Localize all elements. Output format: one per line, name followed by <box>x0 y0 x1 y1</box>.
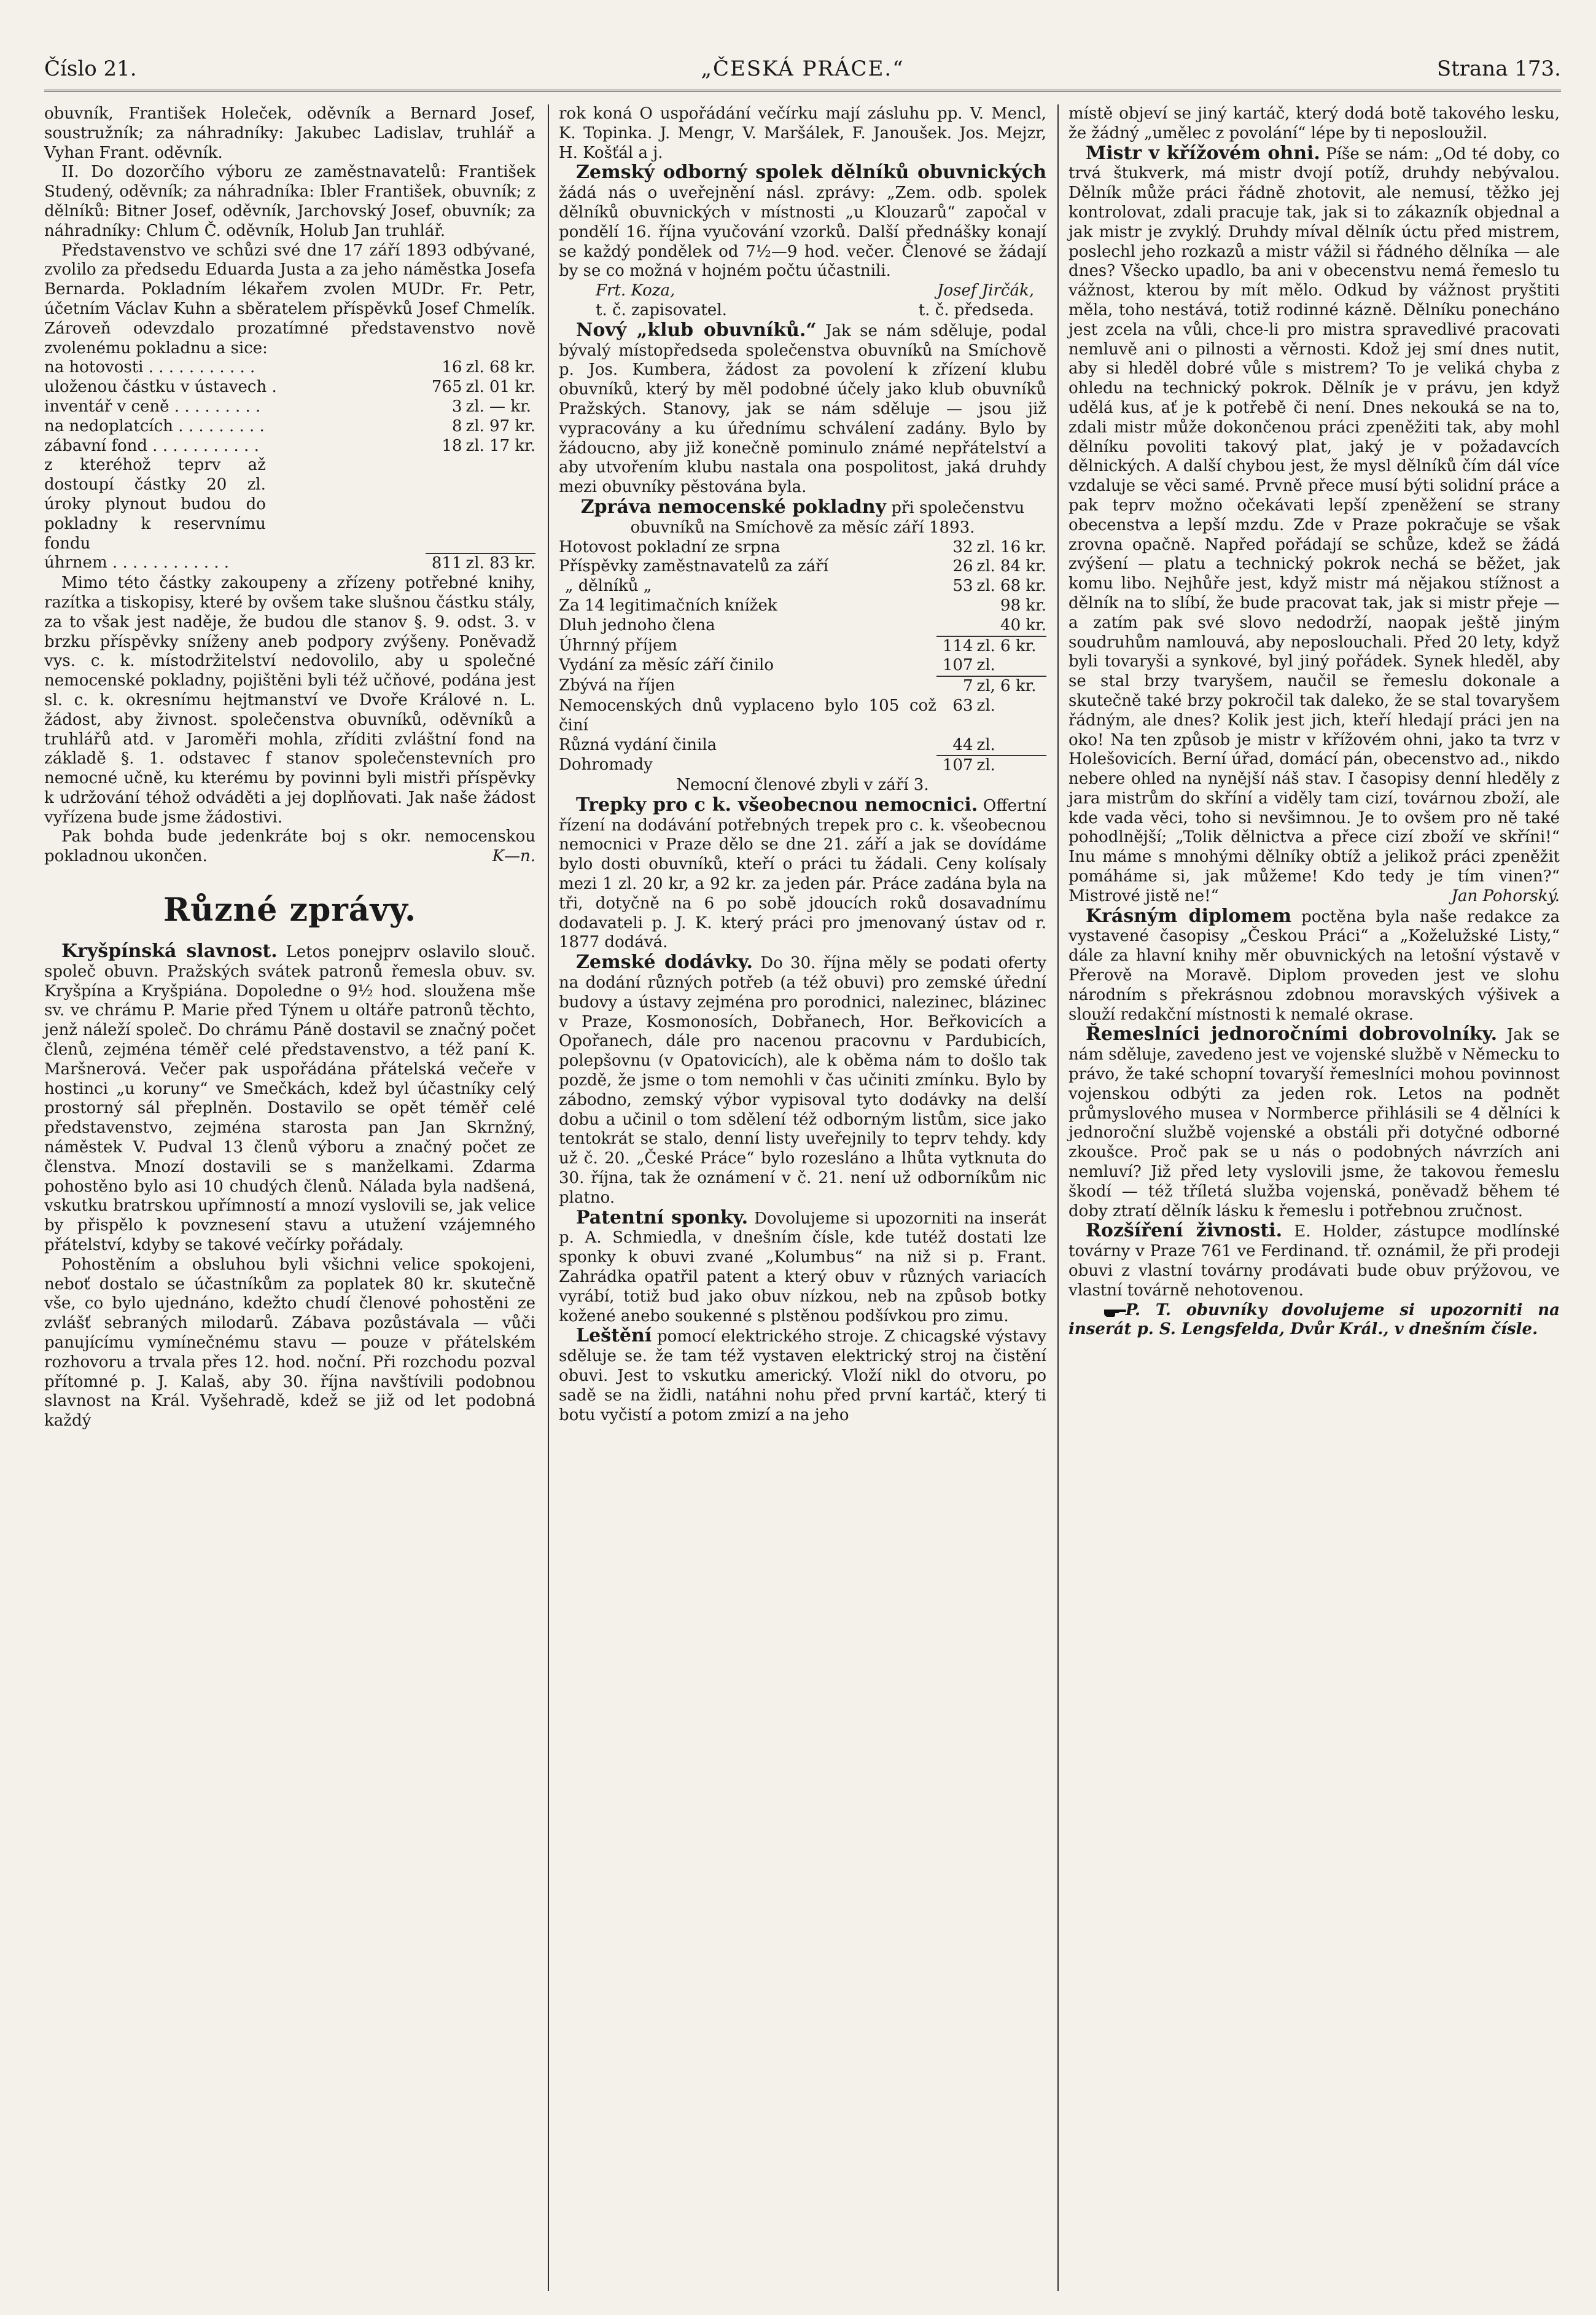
table-row <box>559 697 1046 736</box>
table-row <box>559 676 1046 697</box>
signatory-name: Josef Jirčák, <box>937 281 1034 300</box>
table-row <box>44 378 535 397</box>
column-1 <box>44 104 535 1431</box>
row-unit: zl, 6 kr. <box>973 676 1046 697</box>
ledger-label: úhrnem . . . . . . . . . . . . <box>44 553 230 572</box>
paragraph: obuvník, František Holeček, oděvník a Bernard Josef, soustružník; za náhradníky: Jakubec Ladislav, truhlář a Vyhan Frant. oděvník. <box>44 104 535 162</box>
signatory-role: t. č. předseda. <box>918 300 1034 319</box>
article-text: Do 30. října měly se podati oferty na dodání různých potřeb (a též obuvi) pro zemské úřední budovy a ústavy zejména pro porodnici, nalezinec, blázinec v Praze, Kosmonosích, Dobřanech, Hor. Beřkovicích a Opořanech, dále pro nacenou pracovnu v Pardubicích, polepšovnu (v Opatovicích), ale k oběma nám to došlo tak pozdě, že jsme o tom nemohli v čas učiniti zmínku. Bylo by zábodno, zemský výbor vypisoval tyto dodávky na delší dobu a učinil o tom sdělení též odborným listům, sice jako tentokrát se stalo, denní listy uveřejnily to teprv tehdy. kdy už č. 20. „České Práce“ bylo rozesláno a lhůta vytknuta do 30. října, tak že oznámení v č. 21. není už odborníkům nic platno. <box>559 954 1046 1207</box>
row-unit: 40 kr. <box>1000 615 1046 634</box>
row-amount: 107 <box>942 656 973 675</box>
table-row <box>559 577 1046 596</box>
table-row <box>44 397 535 417</box>
article-text: žádá nás o uveřejnění násl. zprávy: „Zem. odb. spolek dělníků obuvnických v místnosti „u Klouzarů“ započal v pondělí 16. října vyučování vzorků. Další přednášky konají se každý pondělek od 7½—9 hod. večer. Členové se žádají by se co možná v hojném počtu účastnili. <box>559 184 1046 281</box>
issue-number: Číslo 21. <box>44 57 137 81</box>
masthead-title: „ČESKÁ PRÁCE.“ <box>701 57 905 81</box>
ledger-unit <box>462 456 535 553</box>
row-unit: zl. <box>973 755 1046 776</box>
paragraph: rok koná O uspořádání večírku mají zásluhu pp. V. Mencl, K. Topinka. J. Mengr, V. Maršálek, F. Janoušek. Jos. Mejzr, H. Košťál a j. <box>559 104 1046 162</box>
article-heading-line <box>559 498 1046 538</box>
ledger-amount: 18 <box>442 436 462 455</box>
table-row <box>44 553 535 574</box>
signature-roles <box>559 301 1046 321</box>
ledger-unit: zl. 17 kr. <box>465 436 535 455</box>
ledger-label: zábavní fond . . . . . . . . . . . <box>44 436 259 455</box>
article <box>559 163 1046 281</box>
row-label: Za 14 legitimačních knížek <box>559 596 777 615</box>
paragraph: místě objeví se jiný kartáč, který dodá botě takového lesku, že žádný „umělec z povolání“ lépe by ti neposloužil. <box>1069 104 1560 142</box>
row-unit: zl. <box>976 656 995 675</box>
row-amount: 26 <box>952 557 973 576</box>
notice <box>1069 1301 1560 1340</box>
ledger-unit: zl. 01 kr. <box>465 378 535 397</box>
table-row <box>44 456 535 553</box>
ledger-label: uloženou částku v ústavech . <box>44 378 277 397</box>
paragraph: Nemocní členové zbyli v září 3. <box>676 776 929 795</box>
row-unit: zl. 84 kr. <box>976 557 1046 576</box>
row-label: Dluh jednoho člena <box>559 615 715 634</box>
paragraph <box>44 827 535 867</box>
article-heading: Kryšpínská slavnost. <box>61 940 278 962</box>
row-amount <box>936 616 973 636</box>
table-row <box>559 736 1046 756</box>
paragraph: II. Do dozorčího výboru ze zaměstnavatelů: František Studený, oděvník; za náhradníka: Ibler František, obuvník; z dělníků: Bitner Josef, oděvník, Jarchovský Josef, obuvník; za náhradníky: Chlum Č. oděvník, Holub Jan truhlář. <box>44 163 535 240</box>
article-text: E. Holder, zástupce modlínské továrny v Praze 761 ve Ferdinand. tř. oznámil, že při prodeji obuvi z vlastní továrny prodávati bude obuv prýžovou, ve vlastní továrně nehotovenou. <box>1069 1222 1560 1300</box>
column-3 <box>1069 104 1560 1340</box>
article-text: poctěna byla naše redakce za vystavené časopisy „Českou Práci“ a „Koželužské Listy,“ dále za hlavní knihy měr obuvnických na letošní výstavě v Přerově na Moravě. Diplom proveden jest ve slohu národním s překrásnou zdobnou moravských výšivek a slouží redakční místnosti k nemalé okrase. <box>1069 907 1560 1024</box>
row-amount: 114 <box>936 636 973 657</box>
article <box>559 321 1046 498</box>
row-label: Hotovost pokladní ze srpna <box>559 537 780 556</box>
table-row <box>559 636 1046 657</box>
paragraph: Pohostěním a obsluhou byli všichni velice spokojeni, neboť dostalo se účastníkům za poplatek 80 kr. skutečně vše, co bylo ujednáno, kdežto chudí členové pohostěni ze zvlášť sebraných milodarů. Zábava pozůstávala — vůči panujícímu vymínečnému stavu — pouze v přátelském rozhovoru a trvala přes 12. hod. noční. Při rozchodu pozval přítomné p. J. Kalaš, aby 30. října navštívili podobnou slavnost na Král. Vyšehradě, kdež se již od let podobná každý <box>44 1255 535 1431</box>
ledger-unit: zl. 83 kr. <box>462 553 535 574</box>
row-label: Úhrnný příjem <box>559 636 678 655</box>
ledger-unit: zl. 97 kr. <box>465 416 535 435</box>
author-signature: K—n. <box>492 847 535 866</box>
article-heading: Zemský odborný spolek dělníků obuvnických <box>576 162 1046 184</box>
article-heading: Patentní sponky. <box>576 1206 749 1228</box>
row-label: Různá vydání činila <box>559 735 717 754</box>
table-row <box>559 755 1046 776</box>
table-row <box>559 557 1046 577</box>
row-label: Dohromady <box>559 755 653 775</box>
closing-text: Pak bohda bude jedenkráte boj s okr. nemocenskou pokladnou ukončen. <box>44 827 535 866</box>
notice-text: P. T. obuvníky dovolujeme si upozorniti na inserát p. S. Lengsfelda, Dvůr Král., v dnešním čísle. <box>1069 1300 1560 1339</box>
row-label: „ dělníků „ <box>565 577 652 596</box>
ledger-amount: 3 <box>451 397 462 416</box>
article <box>559 1208 1046 1327</box>
row-unit: zl. <box>976 735 995 754</box>
article-text: Píše se nám: „Od té doby, co trvá štukverk, má mistr dvojí potíž, druhdy nebývalou. Dělník může práci řádně zhotovit, ale nemusí, těžko jej kontrolovat, zdali pracuje tak, jak si to zákazník objednal a jak mistr je zvyklý. Druhdy míval dělník úctu před mistrem, poslechl jeho rozkazů a mistr vážil si řádného dělníka — ale dnes? Všecko upadlo, ba ani v obecenstvu nemá řemeslo tu vážnost, kterou by mít mělo. Odkud by vážnost pryštiti měla, toho nestává, totiž rodinné kázně. Dělníku ponecháno jest zcela na vůli, chce-li pro mistra spravedlivé pracovati nemluvě ani o pilnosti a věrnosti. Kdož jej smí dnes nutit, aby si hleděl dobré vůle s mistrem? To je veliká chyba z ohledu na technický pokrok. Dělník je v právu, jen když udělá kus, ať je k potřebě či není. Dnes nekouká se na to, zdali mistr může dokončenou práci zpeněžiti tak, aby mohl dělníku povoliti takový plat, jaký je v požadavcích dělnických. A další chybou jest, že mysl dělníků čím dál více vzdaluje se věci samé. Prvně přece musí býti solidní práce a pak teprv možno očekávati lepší zpeněžení se strany obecenstva a lepší mzdu. Zde v Praze pokračuje se však zrovna opačně. Napřed pořádají se schůze, kdež se žádá zvýšení — platu a technický pokrok nechá se běžet, jak komu libo. Nejhůře jest, když mistr má nějakou stížnost a dělník na to slíbí, že bude pracovat tak, jak si mistr přeje — a zatím pak své slovo nedodrží, naopak ještě jiným soudruhům namlouvá, aby neposlouchali. Před 20 lety, když byli tovaryši a synkové, byl jiný pořádek. Synek hleděl, aby se stal brzy tvaryšem, naučil se řemeslu dokonale a skutečně také brzy pokročil tak daleko, že se stal tovaryšem řádným, ale dnes? Kolik jest jich, kteří hledají práci jen na oko! Na ten způsob je mistr v křížovém ohni, jako ta tvrz v Holešovicích. Berní úřad, domácí pán, obecenstvo ad., nikdo nebere ohled na nynější náš stav. I časopisy denní hleděly z jara mistrům do skříní a viděly tam cizí, továrnou zboží, ale kde vada věci, toho si nevšimnou. Je to ovšem pro ně také pohodlnější; „Tolik dělnictva a přece cizí zboží ve skříni!“ Inu máme s mnohými dělníky obtíž a jelikož práci zpeněžit pomáháme si, jak můžeme! Kdo tedy je tím vinen?“ Mistrové jistě ne!“ <box>1069 144 1560 905</box>
ledger-table <box>44 358 535 574</box>
signatory-name: Frt. Koza, <box>596 281 675 300</box>
ledger-amount <box>426 456 462 553</box>
article <box>559 1326 1046 1425</box>
row-unit: 98 kr. <box>1000 596 1046 615</box>
article-text: Offertní řízení na dodávání potřebných trepek pro c. k. všeobecnou nemocnici v Praze dělo se dne 21. září a jak se dovídáme bylo dosti obuvníků, kteří o práci tu žádali. Ceny kolísaly mezi 1 zl. 20 kr, a 92 kr. za jeden pár. Práce zadána byla na tři, dotyčně na 6 po sobě jdoucích roků dosavadnímu dodavateli p. J. K. který práci pro jmenovaný ústav od r. 1877 dodává. <box>559 796 1046 952</box>
article-heading: Řemeslníci jednoročními dobrovolníky. <box>1086 1023 1498 1045</box>
table-row <box>559 538 1046 558</box>
paragraph: Představenstvo ve schůzi své dne 17 září 1893 odbývané, zvolilo za předsedu Eduarda Justa a za jeho náměstka Josefa Bernarda. Pokladním lékařem zvolen MUDr. Fr. Petr, účetním Václav Kuhn a sběratelem příspěvků Josef Chmelík. Zároveň odevzdalo prozatímné představenstvo nově zvolenému pokladnu a sice: <box>44 241 535 357</box>
column-divider <box>548 104 549 2291</box>
article-heading: Mistr v křížovém ohni. <box>1086 142 1320 164</box>
column-2 <box>559 104 1046 1425</box>
article-text: Jak se nám sděluje, zavedeno jest ve vojenské službě v Německu to právo, že také schopní tovaryší řemeslníci mohou povinnost vojenskou odbýti za jeden rok. Letos na podnět průmyslového musea v Normberce přihlásili se 4 dělníci k jednoroční službě vojenské a obstáli při dotyčné odborné zkoušce. Proč pak se u nás o podobných návrzích ani nemluví? Již před lety vyslovili jsme, že takovou řemeslu škodí — též tříletá služba vojenská, poněvadž během té doby ztratí dělník lásku k řemeslu i potřebnou zručnost. <box>1069 1026 1560 1220</box>
row-amount: 53 <box>952 577 973 596</box>
article-heading: Trepky pro c k. všeobecnou nemocnici. <box>576 794 978 816</box>
article <box>1069 1025 1560 1221</box>
article-heading: Nový „klub obuvníků.“ <box>576 319 817 341</box>
article-heading: Leštění <box>576 1325 652 1347</box>
article-text: při společenstvu obuvníků na Smíchově za měsíc září 1893. <box>630 498 1025 537</box>
ledger-unit: zl. 68 kr. <box>465 358 535 377</box>
signatory-role: t. č. zapisovatel. <box>596 300 727 319</box>
ledger-label: inventář v ceně . . . . . . . . . <box>44 397 261 416</box>
ledger-amount: 8 <box>451 416 462 435</box>
table-row <box>44 417 535 437</box>
row-label: Vydání za měsíc září činilo <box>559 656 774 675</box>
page-header <box>44 43 1561 86</box>
paragraph: Mimo této částky zakoupeny a zřízeny potřebné knihy, razítka a tiskopisy, které by ovšem take slušnou částku stály, za to však jest naděje, že budou dle stanov §. 9. odst. 3. v brzku příspěvky sníženy aneb podpory zvýšeny. Poněvadž vys. c. k. místodržitelství nedovolilo, aby u společné nemocenské pokladny, pojištěni byli též učňové, podána jest sl. c. k. okresnímu hejtmanství ve Dvoře Králové n. L. žádost, aby živnost. společenstva obuvníků, oděvníků a truhlářů atd. v Jaroměři mohla, zříditi zvláštní fond na základě §. 1. odstavec f stanov společenstevních pro nemocné učně, ku kterému by povinni byli mistři příspěvky k udržování téhož odváděti a jej doplňovati. Jak naše žádost vyřízena bude jsme žádostivi. <box>44 574 535 827</box>
table-row <box>44 358 535 378</box>
article <box>1069 1221 1560 1300</box>
pointing-hand-icon <box>1086 1304 1110 1318</box>
table-row <box>44 437 535 456</box>
row-unit: zl. 68 kr. <box>976 577 1046 596</box>
row-label: Příspěvky zaměstnavatelů za září <box>559 557 829 576</box>
article-heading: Rozšíření živnosti. <box>1086 1220 1283 1242</box>
newspaper-page <box>44 43 1561 1431</box>
header-rule <box>44 90 1561 92</box>
article-heading: Zemské dodávky. <box>576 951 753 974</box>
article-text: Dovolujeme si upozorniti na inserát p. A. Schmiedla, v dnešním čísle, kde tutéž dostati lze sponky k obuvi zvané „Kolumbus“ na niž si p. Frant. Zahrádka opatřil patent a který obuv v různých variacích vyrábí, totiž bud jako obuv nízkou, neb na způsob botky kožené anebo soukenné s plstěnou podšívkou pro zimu. <box>559 1209 1046 1325</box>
row-label: Zbývá na říjen <box>559 676 675 695</box>
signature-names <box>559 281 1046 301</box>
cash-report-table <box>559 538 1046 776</box>
row-unit: zl. 16 kr. <box>976 537 1046 556</box>
column-divider <box>1057 104 1059 2291</box>
ledger-unit: zl. — kr. <box>465 397 531 416</box>
article <box>1069 907 1560 1025</box>
row-label: Nemocenských dnů vyplaceno bylo 105 což činí <box>559 696 936 735</box>
article <box>44 942 535 1255</box>
row-amount: 63 <box>952 696 973 715</box>
table-row <box>559 656 1046 676</box>
ledger-label: na nedoplatcích . . . . . . . . . <box>44 416 265 435</box>
ledger-label: z kteréhož teprv až dostoupí částky 20 zl. úroky plynout budou do pokladny k reservnímu fondu <box>44 456 266 553</box>
table-row <box>559 616 1046 636</box>
row-amount <box>936 596 973 616</box>
ledger-amount: 16 <box>442 358 462 377</box>
ledger-amount: 811 <box>426 553 462 574</box>
row-amount: 7 <box>936 676 973 697</box>
section-title: Různé zprávy. <box>163 891 417 929</box>
row-amount: 32 <box>952 537 973 556</box>
row-unit: zl. <box>976 696 995 715</box>
ledger-label: na hotovosti . . . . . . . . . . . <box>44 358 255 377</box>
row-amount: 44 <box>952 735 973 754</box>
article <box>1069 144 1560 907</box>
article-text: Jak se nám sděluje, podal bývalý místopředseda společenstva obuvníků na Smíchově p. Jos. Kumbera, žádost za povolení k zřízení klubu obuvníků, který by měl podobné účely jako klub obuvníků Pražských. Stanovy, jak se nám sděluje — jsou již vypracovány a ku úřednímu schválení zadány. Bylo by žádoucno, aby již konečně pominulo známé nepřátelství a aby utvořením klubu nastala ona pospolitost, jaká druhdy mezi obuvníky pěstována byla. <box>559 321 1046 497</box>
article-heading: Zpráva nemocenské pokladny <box>580 496 887 518</box>
table-row <box>559 596 1046 616</box>
article <box>559 953 1046 1208</box>
ledger-amount: 765 <box>431 378 462 397</box>
author-signature: Jan Pohorský. <box>1451 886 1560 905</box>
article <box>559 795 1046 953</box>
article-text: pomocí elektrického stroje. Z chicagské výstavy sděluje se. že tam též vystaven elektrický stroj na čistění obuvi. Jest to vskutku americký. Vloží nikl do otvoru, po sadě se na židli, natáhni nohu před první kartáč, který ti botu vyčistí a potom zmizí a na jeho <box>559 1327 1047 1424</box>
row-unit: zl. 6 kr. <box>973 636 1046 657</box>
row-amount: 107 <box>936 755 973 776</box>
article-text: Letos ponejprv oslavilo slouč. společ obuvn. Pražských svátek patronů řemesla obuv. sv. Kryšpína a Kryšpiána. Dopoledne o 9½ hod. sloužena mše sv. ve chrámu P. Marie před Týnem u oltáře patronů těchto, jenž náleží společ. Do chrámu Páně dostavil se značný počet členů, zejména téměř celé představenstvo, a též paní K. Maršnerová. Večer pak uspořádána přátelská večeře v hostinci „u koruny“ ve Smečkách, kdež byl účastníky celý prostorný sál přeplněn. Dostavilo se opět téměř celé představenstvo, zejména starosta pan Jan Skrnžný, náměstek V. Pudval 13 členů výboru a značný počet ze členstva. Mnozí dostavili se s manželkami. Zdarma pohostěno bylo asi 10 chudých členů. Nálada byla nadšená, vskutku bratrskou upřímností a mnozí vyslovili se, jak velice by přispělo k povznesení stavu a utužení vzájemného přátelství, kdyby se takové večírky pořádaly. <box>44 943 536 1255</box>
page-number: Strana 173. <box>1436 57 1561 81</box>
article-heading: Krásným diplomem <box>1086 905 1291 927</box>
